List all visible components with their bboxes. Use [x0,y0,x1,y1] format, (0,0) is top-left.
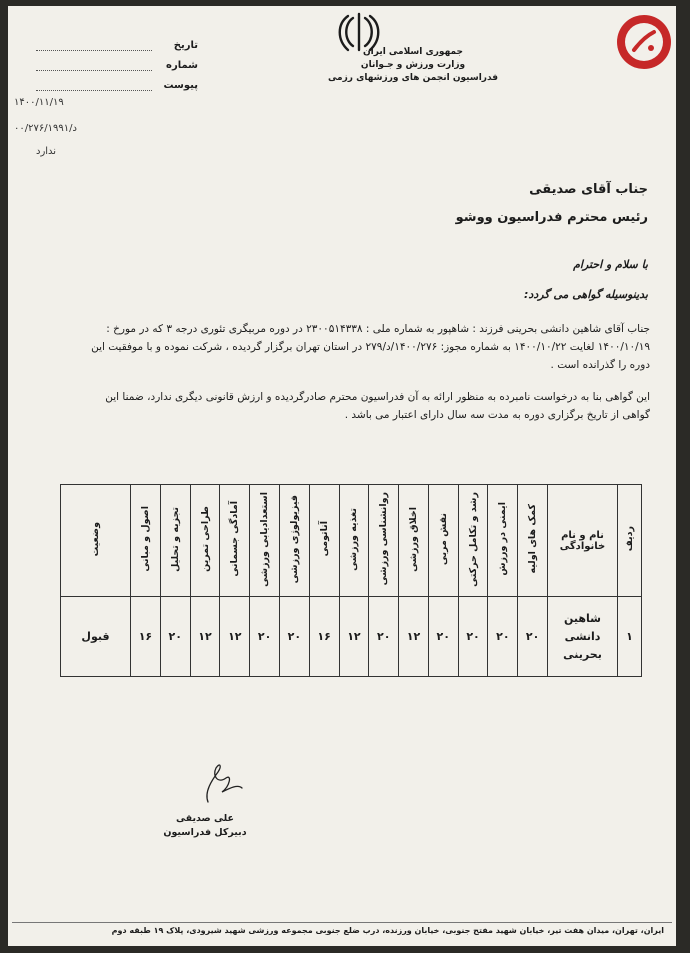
header-cell [339,485,369,597]
header-cell [399,485,429,597]
body-paragraph-2: این گواهی بنا به درخواست نامبرده به منظور ارائه به آن فدراسیون محترم صادرگردیده و ارزش قانونی دیگری ندارد، ضمنا این گواهی از تاریخ برگزاری دوره به مدت سه سال دارای اعتبار می باشد . [105,391,650,421]
grade-cell: ۱۲ [339,597,369,677]
header-cell [548,485,618,597]
header-cell [220,485,250,597]
student-name-cell: شاهین دانشی بحرینی [548,597,618,677]
header-cell [428,485,458,597]
federation-logo-icon [614,12,674,76]
letterhead-republic: جمهوری اسلامی ایران [362,47,464,57]
header-cell [190,485,220,597]
grades-header-row [61,485,642,597]
header-cell [250,485,280,597]
grade-cell: ۲۰ [488,597,518,677]
header-cell [458,485,488,597]
letterhead-ministry: وزارت ورزش و جـوانان [360,60,466,70]
header-label: نقش مربی [437,512,449,566]
header-label: رشد و تکامل حرکتی [467,491,479,587]
signer-name: علی صدیقی [176,813,234,824]
header-cell [279,485,309,597]
header-cell [369,485,399,597]
signer-role: دبیرکل فدراسیون [163,827,247,838]
header-cell [488,485,518,597]
footer-address: ایران، تهران، میدان هفت تیر، خیابان شهید مفتح جنوبی، خیابان ورزنده، درب ضلع جنوبی مجموعه ورزشی شهید شیرودی، پلاک ۱۹ طبقه دوم [111,926,664,935]
header-label: ردیف [624,526,635,552]
status-cell: قبول [61,597,131,677]
grade-cell: ۲۰ [369,597,399,677]
header-label: ایمنی در ورزش [497,502,509,576]
header-label: نام و نام خانوادگی [559,529,606,552]
letterhead-federation: فدراسیون انجمن های ورزشهای رزمی [327,73,499,83]
signer-block [150,812,260,840]
header-label: اصول و مبانی [139,506,151,572]
grade-cell: ۲۰ [428,597,458,677]
intro-line: بدینوسیله گواهی می گردد: [524,288,648,301]
attachment-label: پیوست [163,80,198,91]
letterhead [308,46,518,85]
greeting: با سلام و احترام [573,258,648,271]
header-cell [61,485,131,597]
body-paragraph-1: جناب آقای شاهین دانشی بحرینی فرزند : شاهپور به شماره ملی : ۲۳۰۰۵۱۴۳۳۸ در دوره مربیگری تئوری درجه ۳ که در مورخ : ۱۴۰۰/۱۰/۱۹ لغایت ۱۴۰۰/۱۰/۲۲ به شماره مجوز: ۱۴۰۰/۲۷۶/د/۲۷۹ در استان تهران برگزار گردیده ، شرکت نموده و با موفقیت این دوره را گذرانده است . [91,323,650,371]
recipient-name: جناب آقای صدیقی [529,182,648,197]
header-label: اخلاق ورزشی [407,506,419,572]
letter-meta [28,38,198,98]
header-cell [518,485,548,597]
header-cell [309,485,339,597]
grade-cell: ۱۲ [190,597,220,677]
date-row [28,38,198,58]
table-row [61,597,642,677]
header-label: فیزیولوژی ورزشی [288,494,300,584]
grade-cell: ۱۶ [309,597,339,677]
grade-cell: ۲۰ [250,597,280,677]
document-page [8,6,676,946]
number-row [28,58,198,78]
header-label: آناتومی [318,521,330,557]
grades-table [60,484,642,677]
header-cell [160,485,190,597]
number-value: ۰۰/۲۷۶/د/۱۹۹۱ [14,123,77,134]
attachment-row [28,78,198,98]
header-label: طراحی تمرین [199,506,211,572]
header-label: آمادگی جسمانی [229,501,241,577]
signature-scribble [160,758,270,806]
header-cell [131,485,161,597]
header-label: وضعیت [90,521,101,557]
date-value: ۱۴۰۰/۱۱/۱۹ [14,97,64,108]
grade-cell: ۲۰ [160,597,190,677]
attachment-value: ندارد [36,146,57,157]
grade-cell: ۲۰ [458,597,488,677]
grade-cell: ۱۲ [399,597,429,677]
header-label: استعدادیابی ورزشی [259,491,271,587]
header-label: تغذیه ورزشی [348,507,360,571]
date-label: تاریخ [173,40,198,51]
header-label: تجزیه و تحلیل [169,506,181,572]
number-label: شماره [166,60,198,71]
grade-cell: ۲۰ [279,597,309,677]
row-index-cell: ۱ [618,597,642,677]
footer-divider [12,922,672,923]
header-cell [618,485,642,597]
grade-cell: ۱۶ [131,597,161,677]
header-label: کمک های اولیه [527,504,539,574]
grade-cell: ۱۲ [220,597,250,677]
grade-cell: ۲۰ [518,597,548,677]
recipient-title: رئیس محترم فدراسیون ووشو [455,210,648,225]
header-label: روانشناسی ورزشی [378,492,390,586]
